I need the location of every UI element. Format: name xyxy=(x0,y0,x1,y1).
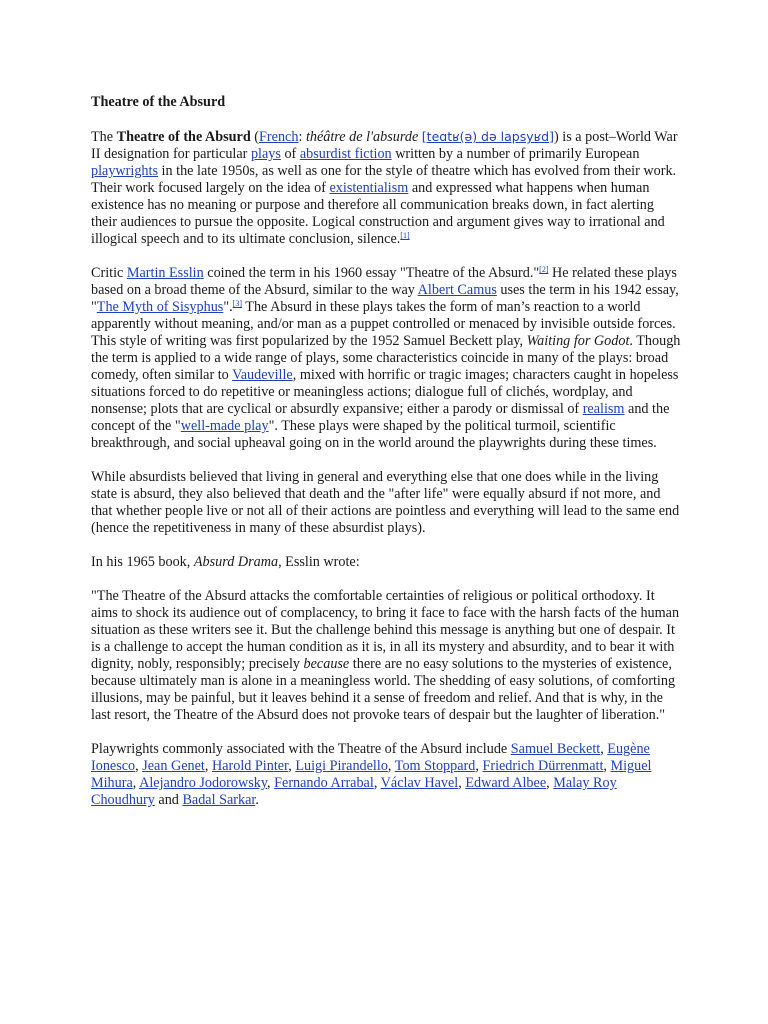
link-plays[interactable]: plays xyxy=(250,146,281,162)
link-vaudeville[interactable]: Vaudeville xyxy=(232,367,293,383)
link-playwright[interactable]: Samuel Beckett xyxy=(510,741,601,757)
link-playwright[interactable]: Malay Roy Choudhury xyxy=(91,775,617,808)
text: "The Theatre of the Absurd attacks the comfortable certainties of religious or political orthodoxy. It aims to shock its audience out of complacency, to bring it face to face with the harsh facts of the human situation as these writers see it. But the challenge behind this message is anything but one of despair. It is a challenge to accept the human condition as it is, in all its mystery and absurdity, and to bear it with dignity, nobly, responsibly; precisely xyxy=(91,588,680,672)
italic-emphasis: because xyxy=(303,656,350,672)
link-playwright[interactable]: Harold Pinter xyxy=(211,758,289,774)
separator: , xyxy=(204,758,212,774)
paragraph-esslin-book xyxy=(91,554,681,571)
italic-book-title: Absurd Drama xyxy=(193,554,279,570)
separator-and: and xyxy=(154,792,183,808)
link-playwright[interactable]: Václav Havel xyxy=(380,775,459,791)
text: ( xyxy=(250,129,260,145)
paragraph-esslin xyxy=(91,265,681,452)
link-playwright[interactable]: Eugène Ionesco xyxy=(91,741,650,774)
bold-term: Theatre of the Absurd xyxy=(116,129,251,145)
text: ". These plays were shaped by the political turmoil, scientific breakthrough, and social upheaval going on in the world around the playwrights during these times. xyxy=(91,418,657,451)
footnote-ref-1[interactable]: [1] xyxy=(400,231,410,240)
separator: , xyxy=(132,775,140,791)
text: uses the term in his 1942 essay, " xyxy=(91,282,679,315)
text: , mixed with horrific or tragic images; characters caught in hopeless situations forced to do repetitive or meaningless actions; dialogue full of clichés, wordplay, and nonsense; plots that are cyclical or absurdly expansive; either a parody or dismissal of xyxy=(91,367,679,417)
text: He related these plays based on a broad theme of the Absurd, similar to the way xyxy=(91,265,677,298)
text: of xyxy=(280,146,300,162)
text: ". xyxy=(223,299,233,315)
paragraph-playwrights xyxy=(91,741,681,809)
footnote-ref-2[interactable]: [2] xyxy=(539,265,549,274)
link-playwright[interactable]: Friedrich Dürrenmatt xyxy=(482,758,604,774)
link-french[interactable]: French xyxy=(259,129,299,145)
text: In his 1965 book, xyxy=(91,554,194,570)
link-playwright[interactable]: Luigi Pirandello xyxy=(295,758,388,774)
text: in the late 1950s, as well as one for the style of theatre which has evolved from their work. Their work focused largely on the idea of xyxy=(91,163,677,196)
italic-play-title: Waiting for Godot xyxy=(526,333,630,349)
link-existentialism[interactable]: existentialism xyxy=(329,180,409,196)
separator: , xyxy=(387,758,395,774)
link-playwright[interactable]: Jean Genet xyxy=(142,758,205,774)
text: The xyxy=(91,129,117,145)
paragraph-intro xyxy=(91,128,681,248)
page-title: Theatre of the Absurd xyxy=(91,94,226,110)
link-playwright[interactable]: Miguel Mihura xyxy=(91,758,652,791)
separator: , xyxy=(475,758,483,774)
text: Playwrights commonly associated with the Theatre of the Absurd include xyxy=(91,741,511,757)
separator: , xyxy=(135,758,143,774)
link-albert-camus[interactable]: Albert Camus xyxy=(417,282,497,298)
text: ) is a post–World War II designation for particular xyxy=(91,129,678,162)
link-playwright[interactable]: Fernando Arrabal xyxy=(274,775,374,791)
sentence-end: . xyxy=(255,792,259,808)
separator: , xyxy=(288,758,296,774)
footnote-ref-3[interactable]: [3] xyxy=(232,299,242,308)
link-realism[interactable]: realism xyxy=(582,401,625,417)
separator: , xyxy=(267,775,275,791)
text: . Though the term is applied to a wide range of plays, some characteristics coincide in many of the plays: broad comedy, often similar to xyxy=(91,333,681,383)
text: : xyxy=(298,129,306,145)
separator: , xyxy=(373,775,381,791)
separator: , xyxy=(458,775,466,791)
paragraph-quote xyxy=(91,588,681,724)
text: and expressed what happens when human existence has no meaning or purpose and therefore all communication breaks down, in fact alerting their audiences to pursue the opposite. Logical construction and argument gives way to irrational and illogical speech and to its ultimate conclusion, silence. xyxy=(91,180,665,247)
link-playwrights[interactable]: playwrights xyxy=(91,163,158,179)
text: there are no easy solutions to the mysteries of existence, because ultimately man is alone in a meaningless world. The shedding of easy solutions, of comforting illusions, may be painful, but it leaves behind it a sense of freedom and relief. And that is why, in the last resort, the Theatre of the Absurd does not provoke tears of despair but the laughter of liberation." xyxy=(91,656,676,723)
text: Critic xyxy=(91,265,127,281)
separator: , xyxy=(546,775,554,791)
document-page xyxy=(91,94,681,826)
italic-french-term: théâtre de l'absurde xyxy=(305,129,419,145)
link-absurdist-fiction[interactable]: absurdist fiction xyxy=(299,146,392,162)
separator: , xyxy=(603,758,611,774)
paragraph-absurdists: While absurdists believed that living in general and everything else that one does while in the living state is absurd, they also believed that death and the "after life" were equally absurd if not more, and that whether people live or not all of their actions are pointless and everything will lead to the same end (hence the repetitiveness in many of these absurdist plays). xyxy=(91,469,680,536)
link-playwright[interactable]: Edward Albee xyxy=(465,775,547,791)
text: coined the term in his 1960 essay "Theatre of the Absurd." xyxy=(203,265,540,281)
text: The Absurd in these plays takes the form of man’s reaction to a world apparently without meaning, and/or man as a puppet controlled or menaced by invisible outside forces. This style of writing was first popularized by the 1952 Samuel Beckett play, xyxy=(91,299,676,349)
text: written by a number of primarily European xyxy=(391,146,640,162)
link-playwright[interactable]: Badal Sarkar xyxy=(182,792,256,808)
link-playwright[interactable]: Tom Stoppard xyxy=(394,758,476,774)
separator: , xyxy=(600,741,608,757)
text: , Esslin wrote: xyxy=(278,554,360,570)
text: and the concept of the " xyxy=(91,401,670,434)
link-playwright[interactable]: Alejandro Jodorowsky xyxy=(139,775,268,791)
link-well-made-play[interactable]: well-made play xyxy=(180,418,269,434)
link-myth-of-sisyphus[interactable]: The Myth of Sisyphus xyxy=(96,299,224,315)
link-ipa[interactable]: [teɑtʁ(ə) də lapsyʁd] xyxy=(421,129,554,144)
link-martin-esslin[interactable]: Martin Esslin xyxy=(126,265,204,281)
